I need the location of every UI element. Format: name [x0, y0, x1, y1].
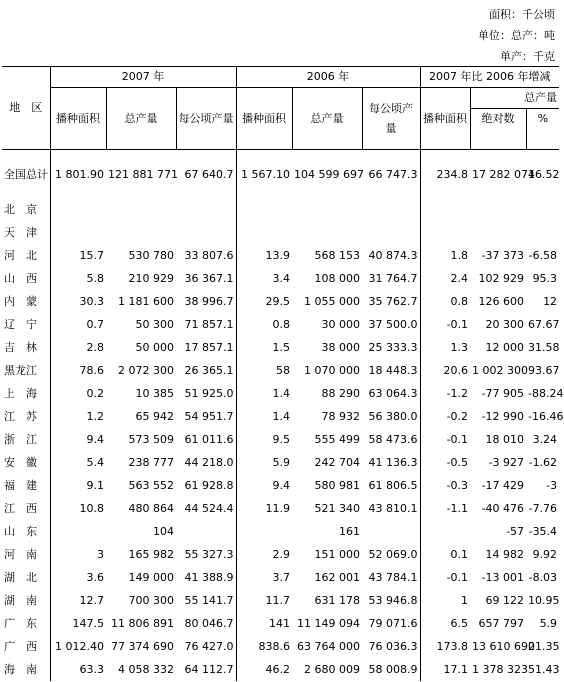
yield-2006-cell	[362, 198, 420, 221]
sugarcane-statistics-table	[2, 66, 564, 681]
header-area-change: 播种面积	[420, 88, 470, 150]
table-row	[2, 382, 559, 405]
yield-2007-cell: 55 327.3	[176, 543, 236, 566]
table-row	[2, 267, 559, 290]
yield-2006-cell: 61 806.5	[362, 474, 420, 497]
output-2007-cell: 50 000	[135, 341, 174, 354]
output-2007-cell: 11 806 891	[111, 617, 174, 630]
table-row	[2, 359, 559, 382]
table-row	[2, 244, 559, 267]
yield-2006-cell: 43 810.1	[362, 497, 420, 520]
area-2007-cell: 147.5	[72, 617, 104, 630]
area-2007-cell: 0.2	[86, 387, 104, 400]
abs-change-cell: -77 905	[481, 387, 525, 400]
output-2007-cell: 77 374 690	[111, 640, 174, 653]
area-2007-cell: 2.8	[86, 341, 104, 354]
output-2006-cell: 88 290	[321, 387, 361, 400]
yield-2007-cell: 80 046.7	[176, 612, 236, 635]
yield-2007-cell: 76 427.0	[176, 635, 236, 658]
pct-change-cell: -7.76	[528, 502, 558, 515]
region-cell: 浙 江	[2, 428, 50, 451]
output-2006-cell: 104 599 697	[294, 167, 364, 181]
yield-2007-cell: 33 807.6	[176, 244, 236, 267]
region-cell: 山 西	[2, 267, 50, 290]
abs-change-cell: -13 001	[481, 571, 525, 584]
table-row	[2, 474, 559, 497]
abs-change-cell	[470, 198, 526, 221]
table-row	[2, 612, 559, 635]
area-change-cell: 17.1	[443, 663, 469, 676]
area-change-cell: -1.2	[446, 387, 469, 400]
area-change-cell: -0.1	[446, 318, 469, 331]
output-2007-cell	[106, 221, 176, 244]
area-2006-cell: 3.4	[272, 272, 291, 285]
table-row	[2, 405, 559, 428]
header-yield-2007: 每公顷产量	[176, 88, 236, 150]
area-2006-cell: 11.9	[265, 502, 291, 515]
area-2006-cell	[236, 520, 292, 543]
header-region: 地 区	[2, 67, 50, 150]
yield-2007-cell: 44 218.0	[176, 451, 236, 474]
output-2007-cell: 210 929	[128, 272, 174, 285]
abs-change-cell: 14 982	[485, 548, 525, 561]
output-2006-cell: 1 070 000	[304, 364, 361, 377]
pct-change-cell: -6.58	[528, 249, 558, 262]
area-change-cell: 234.8	[436, 167, 469, 181]
pct-change-cell: 3.24	[532, 433, 558, 446]
table-row	[2, 451, 559, 474]
area-2006-cell	[236, 221, 292, 244]
area-2007-cell: 1 012.40	[55, 640, 104, 653]
abs-change-cell: 126 600	[478, 295, 525, 308]
output-2007-cell: 1 181 600	[118, 295, 174, 308]
pct-change-cell: -35.4	[528, 525, 558, 538]
area-2007-cell: 9.4	[86, 433, 104, 446]
yield-2006-cell	[362, 221, 420, 244]
yield-2007-cell: 51 925.0	[176, 382, 236, 405]
abs-change-cell: 20 300	[485, 318, 525, 331]
area-2006-cell	[236, 198, 292, 221]
table-row	[2, 290, 559, 313]
table-row	[2, 543, 559, 566]
region-cell: 内 蒙	[2, 290, 50, 313]
output-2006-cell	[292, 221, 362, 244]
area-change-cell: -0.3	[446, 479, 469, 492]
area-change-cell: 0.8	[450, 295, 469, 308]
yield-2007-cell: 17 857.1	[176, 336, 236, 359]
region-cell: 安 徽	[2, 451, 50, 474]
header-output-2006: 总产量	[292, 88, 362, 150]
area-change-cell: 2.4	[450, 272, 469, 285]
output-2006-cell: 631 178	[314, 594, 361, 607]
area-change-cell: -1.1	[446, 502, 469, 515]
area-2006-cell: 1.4	[272, 410, 291, 423]
yield-2006-cell: 35 762.7	[362, 290, 420, 313]
region-cell: 广 东	[2, 612, 50, 635]
area-change-cell: 0.1	[450, 548, 469, 561]
yield-2006-cell: 53 946.8	[362, 589, 420, 612]
header-change: 2007 年比 2006 年增减	[420, 67, 559, 88]
pct-change-cell: 31.58	[528, 341, 560, 354]
region-cell: 海 南	[2, 658, 50, 681]
yield-2006-cell: 63 064.3	[362, 382, 420, 405]
area-2006-cell: 13.9	[265, 249, 291, 262]
pct-change-cell: 21.35	[528, 640, 560, 653]
header-abs: 绝对数	[470, 109, 526, 150]
abs-change-cell: -37 373	[481, 249, 525, 262]
region-cell: 黑龙江	[2, 359, 50, 382]
area-2007-cell: 1 801.90	[55, 167, 104, 181]
yield-2007-cell	[176, 221, 236, 244]
region-cell: 山 东	[2, 520, 50, 543]
header-area-2006: 播种面积	[236, 88, 292, 150]
output-2007-cell	[106, 198, 176, 221]
yield-2007-cell: 26 365.1	[176, 359, 236, 382]
abs-change-cell: 1 002 300	[472, 364, 529, 377]
area-change-cell: 1	[461, 594, 469, 607]
total-row	[2, 150, 559, 199]
output-2006-cell: 11 149 094	[297, 617, 361, 630]
area-2006-cell: 3.7	[272, 571, 291, 584]
yield-2007-cell: 36 367.1	[176, 267, 236, 290]
yield-2007-cell	[176, 520, 236, 543]
area-2006-cell: 141	[269, 617, 291, 630]
output-2007-cell: 4 058 332	[118, 663, 174, 676]
area-2007-cell: 5.4	[86, 456, 104, 469]
yield-2006-cell: 56 380.0	[362, 405, 420, 428]
output-2006-cell: 242 704	[314, 456, 361, 469]
region-cell: 福 建	[2, 474, 50, 497]
pct-change-cell: 10.95	[528, 594, 560, 607]
table-row	[2, 198, 559, 221]
abs-change-cell: 69 122	[485, 594, 525, 607]
region-cell: 湖 北	[2, 566, 50, 589]
abs-change-cell: -12 990	[481, 410, 525, 423]
table-header	[2, 67, 559, 150]
pct-change-cell: -8.03	[528, 571, 558, 584]
table-row	[2, 566, 559, 589]
area-2006-cell: 58	[276, 364, 291, 377]
output-2006-cell: 30 000	[321, 318, 361, 331]
area-2007-cell: 12.7	[79, 594, 104, 607]
pct-change-cell: 16.52	[528, 167, 560, 181]
output-2007-cell: 10 385	[135, 387, 174, 400]
area-change-cell: 1.3	[450, 341, 469, 354]
area-change-cell: -0.1	[446, 571, 469, 584]
yield-2006-cell: 58 473.6	[362, 428, 420, 451]
yield-2006-cell	[362, 520, 420, 543]
area-change-cell: 1.8	[450, 249, 469, 262]
yield-2006-cell: 76 036.3	[362, 635, 420, 658]
region-cell: 湖 南	[2, 589, 50, 612]
table-row	[2, 658, 559, 681]
yield-2006-cell: 18 448.3	[362, 359, 420, 382]
yield-2007-cell: 71 857.1	[176, 313, 236, 336]
table-row	[2, 336, 559, 359]
abs-change-cell: 102 929	[478, 272, 525, 285]
abs-change-cell: -57	[506, 525, 525, 538]
area-2007-cell: 5.8	[86, 272, 104, 285]
area-2007-cell: 63.3	[79, 663, 104, 676]
area-change-cell: -0.2	[446, 410, 469, 423]
yield-2007-cell: 61 928.8	[176, 474, 236, 497]
table-row	[2, 497, 559, 520]
output-2006-cell	[292, 198, 362, 221]
table-row	[2, 313, 559, 336]
units-note	[478, 4, 555, 67]
pct-change-cell: 5.9	[539, 617, 558, 630]
output-2006-cell: 63 764 000	[297, 640, 361, 653]
output-2007-cell: 121 881 771	[108, 167, 178, 181]
yield-2006-cell: 25 333.3	[362, 336, 420, 359]
header-yield-2006: 每公顷产量	[362, 88, 420, 150]
region-cell: 上 海	[2, 382, 50, 405]
region-cell: 江 西	[2, 497, 50, 520]
region-cell: 吉 林	[2, 336, 50, 359]
area-change-cell	[420, 198, 470, 221]
region-cell: 广 西	[2, 635, 50, 658]
yield-2007-cell: 41 388.9	[176, 566, 236, 589]
pct-change-cell: -88.24	[528, 387, 564, 400]
output-2006-cell: 151 000	[314, 548, 361, 561]
area-2006-cell: 9.5	[272, 433, 291, 446]
area-2007-cell: 9.1	[86, 479, 104, 492]
yield-2007-cell: 44 524.4	[176, 497, 236, 520]
output-2006-cell: 161	[339, 525, 361, 538]
abs-change-cell: 12 000	[485, 341, 525, 354]
area-2007-cell: 15.7	[79, 249, 104, 262]
area-change-cell: 6.5	[450, 617, 469, 630]
pct-change-cell	[526, 221, 559, 244]
output-2006-cell: 78 932	[321, 410, 361, 423]
abs-change-cell: 13 610 690	[472, 640, 536, 653]
pct-change-cell: 67.67	[528, 318, 560, 331]
header-2007: 2007 年	[50, 67, 236, 88]
abs-change-cell: 17 282 074	[472, 167, 536, 181]
yield-2006-cell: 43 784.1	[362, 566, 420, 589]
yield-2006-cell: 41 136.3	[362, 451, 420, 474]
table-row	[2, 589, 559, 612]
area-change-cell: 173.8	[436, 640, 469, 653]
pct-change-cell: -3	[546, 479, 558, 492]
area-2006-cell: 0.8	[272, 318, 291, 331]
yield-2007-cell: 67 640.7	[176, 150, 236, 199]
area-2007-cell: 78.6	[79, 364, 104, 377]
area-2006-cell: 46.2	[265, 663, 291, 676]
output-2006-cell: 580 981	[314, 479, 361, 492]
units-yield: 单产：千克	[500, 50, 555, 63]
abs-change-cell: 657 797	[478, 617, 525, 630]
units-area: 面积：千公顷	[489, 8, 555, 21]
yield-2006-cell: 79 071.6	[362, 612, 420, 635]
area-2006-cell: 1 567.10	[241, 167, 291, 181]
region-cell: 江 苏	[2, 405, 50, 428]
area-change-cell: -0.1	[446, 433, 469, 446]
output-2006-cell: 38 000	[321, 341, 361, 354]
yield-2006-cell: 66 747.3	[362, 150, 420, 199]
table-row	[2, 428, 559, 451]
table-row	[2, 221, 559, 244]
pct-change-cell: 51.43	[528, 663, 560, 676]
area-2006-cell: 9.4	[272, 479, 291, 492]
output-2007-cell: 700 300	[128, 594, 174, 607]
output-2007-cell: 104	[153, 525, 174, 538]
output-2007-cell: 530 780	[128, 249, 174, 262]
abs-change-cell: -40 476	[481, 502, 525, 515]
area-2006-cell: 838.6	[258, 640, 291, 653]
area-2007-cell: 1.2	[86, 410, 104, 423]
area-2006-cell: 1.5	[272, 341, 291, 354]
region-cell: 天 津	[2, 221, 50, 244]
area-2006-cell: 29.5	[265, 295, 291, 308]
pct-change-cell	[526, 198, 559, 221]
header-area-2007: 播种面积	[50, 88, 106, 150]
yield-2007-cell	[176, 198, 236, 221]
region-cell: 北 京	[2, 198, 50, 221]
table-row	[2, 520, 559, 543]
abs-change-cell: -17 429	[481, 479, 525, 492]
header-total-output-group: 总产量	[470, 88, 559, 109]
output-2007-cell: 165 982	[128, 548, 174, 561]
output-2006-cell: 568 153	[314, 249, 361, 262]
pct-change-cell: 95.3	[532, 272, 558, 285]
output-2007-cell: 573 509	[128, 433, 174, 446]
abs-change-cell	[470, 221, 526, 244]
area-2007-cell: 0.7	[86, 318, 104, 331]
table-row	[2, 635, 559, 658]
output-2006-cell: 162 001	[314, 571, 361, 584]
yield-2007-cell: 55 141.7	[176, 589, 236, 612]
area-2007-cell: 30.3	[79, 295, 104, 308]
output-2006-cell: 555 499	[314, 433, 361, 446]
output-2006-cell: 108 000	[314, 272, 361, 285]
pct-change-cell: -16.46	[528, 410, 564, 423]
yield-2007-cell: 64 112.7	[176, 658, 236, 681]
area-2006-cell: 11.7	[265, 594, 291, 607]
output-2007-cell: 238 777	[128, 456, 174, 469]
units-output: 单位：总产：吨	[478, 29, 555, 42]
yield-2007-cell: 54 951.7	[176, 405, 236, 428]
header-2006: 2006 年	[236, 67, 420, 88]
pct-change-cell: 12	[543, 295, 558, 308]
pct-change-cell: 93.67	[528, 364, 560, 377]
output-2006-cell: 521 340	[314, 502, 361, 515]
region-cell: 全国总计	[2, 150, 50, 199]
yield-2006-cell: 37 500.0	[362, 313, 420, 336]
abs-change-cell: -3 927	[488, 456, 525, 469]
yield-2006-cell: 52 069.0	[362, 543, 420, 566]
region-cell: 辽 宁	[2, 313, 50, 336]
area-2007-cell: 3.6	[86, 571, 104, 584]
area-change-cell	[420, 221, 470, 244]
area-2006-cell: 1.4	[272, 387, 291, 400]
yield-2006-cell: 31 764.7	[362, 267, 420, 290]
area-change-cell: 20.6	[443, 364, 469, 377]
area-change-cell: -0.5	[446, 456, 469, 469]
output-2007-cell: 149 000	[128, 571, 174, 584]
pct-change-cell: -1.62	[528, 456, 558, 469]
output-2007-cell: 563 552	[128, 479, 174, 492]
area-2007-cell: 10.8	[79, 502, 104, 515]
output-2007-cell: 2 072 300	[118, 364, 174, 377]
output-2007-cell: 50 300	[135, 318, 174, 331]
output-2007-cell: 65 942	[135, 410, 174, 423]
area-2007-cell: 3	[97, 548, 104, 561]
abs-change-cell: 18 010	[485, 433, 525, 446]
area-2006-cell: 5.9	[272, 456, 291, 469]
table-body	[2, 150, 564, 682]
yield-2006-cell: 58 008.9	[362, 658, 420, 681]
yield-2006-cell: 40 874.3	[362, 244, 420, 267]
area-2007-cell	[50, 198, 106, 221]
region-cell: 河 南	[2, 543, 50, 566]
header-output-2007: 总产量	[106, 88, 176, 150]
area-2007-cell	[50, 520, 106, 543]
area-2007-cell	[50, 221, 106, 244]
region-cell: 河 北	[2, 244, 50, 267]
area-2006-cell: 2.9	[272, 548, 291, 561]
pct-change-cell: 9.92	[532, 548, 558, 561]
output-2007-cell: 480 864	[128, 502, 174, 515]
abs-change-cell: 1 378 323	[472, 663, 529, 676]
header-pct: %	[526, 109, 559, 150]
output-2006-cell: 2 680 009	[304, 663, 361, 676]
yield-2007-cell: 38 996.7	[176, 290, 236, 313]
yield-2007-cell: 61 011.6	[176, 428, 236, 451]
output-2006-cell: 1 055 000	[304, 295, 361, 308]
area-change-cell	[420, 520, 470, 543]
